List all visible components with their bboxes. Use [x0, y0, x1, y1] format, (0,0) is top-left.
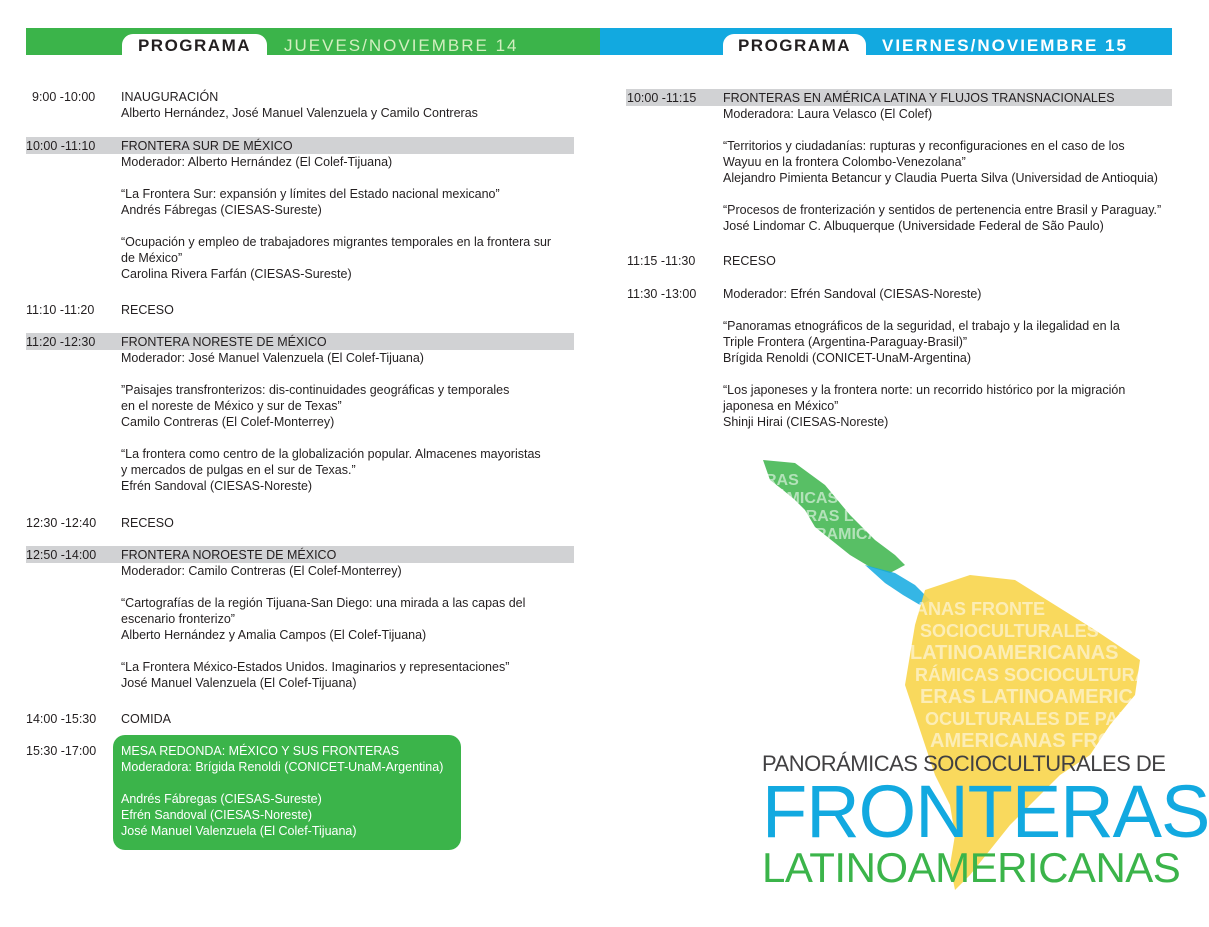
session-fronteras-america-latina — [627, 90, 1175, 234]
paper-title: ”Paisajes transfronterizos: dis-continuidades geográficas y temporales — [121, 383, 510, 397]
paper-title: “La Frontera México-Estados Unidos. Imaginarios y representaciones” — [121, 660, 510, 674]
paper-title: “La frontera como centro de la globalización popular. Almacenes mayoristas — [121, 447, 541, 461]
session-moderator: Moderador: Efrén Sandoval (CIESAS-Noreste) — [723, 287, 982, 301]
session-title: RECESO — [121, 516, 174, 530]
session-moderated-panel — [627, 286, 1175, 430]
session-title: RECESO — [723, 254, 776, 268]
session-receso — [26, 515, 586, 531]
paper-title-cont: Triple Frontera (Argentina-Paraguay-Brasil)” — [723, 335, 968, 349]
session-frontera-noreste — [26, 334, 586, 494]
paper-title-cont: de México” — [121, 251, 183, 265]
svg-text:RAS: RAS — [765, 472, 799, 489]
session-time: 14:00 -15:30 — [26, 712, 97, 726]
svg-text:ERAS L: ERAS L — [795, 508, 854, 525]
paper-title: “Ocupación y empleo de trabajadores migrantes temporales en la frontera sur — [121, 235, 552, 249]
programa-tab-right: PROGRAMA — [723, 34, 866, 57]
paper-title: “Los japoneses y la frontera norte: un recorrido histórico por la migración — [723, 383, 1126, 397]
session-time: 10:00 -11:10 — [26, 139, 96, 153]
session-time: 11:15 -11:30 — [627, 254, 696, 268]
paper-author: Andrés Fábregas (CIESAS-Sureste) — [121, 203, 322, 217]
paper-author: Efrén Sandoval (CIESAS-Noreste) — [121, 479, 313, 493]
paper-title: “Panoramas etnográficos de la seguridad, el trabajo y la ilegalidad en la — [723, 319, 1120, 333]
paper-author: José Lindomar C. Albuquerque (Universidade Federal de São Paulo) — [723, 219, 1104, 233]
logo-line-2: FRONTERAS — [762, 770, 1209, 853]
session-comida — [26, 711, 586, 727]
paper-author: Carolina Rivera Farfán (CIESAS-Sureste) — [121, 267, 352, 281]
paper-title-cont: escenario fronterizo” — [121, 612, 235, 626]
paper-author: José Manuel Valenzuela (El Colef-Tijuana) — [121, 676, 357, 690]
session-title: RECESO — [121, 303, 174, 317]
session-mesa-time — [26, 743, 116, 759]
paper-title-cont: en el noreste de México y sur de Texas” — [121, 399, 342, 413]
session-moderator: Moderadora: Laura Velasco (El Colef) — [723, 107, 933, 121]
session-moderator: Moderadora: Brígida Renoldi (CONICET-UnaM-Argentina) — [121, 760, 444, 774]
logo-line-1: PANORÁMICAS SOCIOCULTURALES DE — [762, 751, 1166, 776]
svg-text:SOCIOCULTURALES: SOCIOCULTURALES — [920, 621, 1099, 641]
session-title: FRONTERA NOROESTE DE MÉXICO — [121, 548, 337, 562]
session-time: 11:30 -13:00 — [627, 287, 697, 301]
day-label-left: JUEVES/NOVIEMBRE 14 — [284, 36, 519, 55]
day-label-right: VIERNES/NOVIEMBRE 15 — [882, 36, 1128, 55]
paper-title: “Cartografías de la región Tijuana-San Diego: una mirada a las capas del — [121, 596, 526, 610]
session-time: 11:20 -12:30 — [26, 335, 96, 349]
session-participants: Alberto Hernández, José Manuel Valenzuela y Camilo Contreras — [121, 106, 478, 120]
paper-author: Shinji Hirai (CIESAS-Noreste) — [723, 415, 889, 429]
programa-tab-left: PROGRAMA — [122, 34, 267, 57]
paper-title: “Procesos de fronterización y sentidos de pertenencia entre Brasil y Paraguay.” — [723, 203, 1162, 217]
session-receso — [627, 253, 1175, 269]
paper-author: Camilo Contreras (El Colef-Monterrey) — [121, 415, 335, 429]
paper-title: “Territorios y ciudadanías: rupturas y reconfiguraciones en el caso de los — [723, 139, 1125, 153]
session-title: INAUGURACIÓN — [121, 90, 219, 104]
header-bar-right — [600, 28, 1172, 55]
session-frontera-sur — [26, 138, 586, 282]
header-bar-left — [26, 28, 600, 55]
session-time: 10:00 -11:15 — [627, 91, 697, 105]
svg-text:RAMICA: RAMICA — [815, 526, 879, 543]
panelist: Efrén Sandoval (CIESAS-Noreste) — [121, 808, 313, 822]
session-title: FRONTERAS EN AMÉRICA LATINA Y FLUJOS TRANSNACIONALES — [723, 91, 1115, 105]
svg-text:ÁMICAS: ÁMICAS — [775, 490, 839, 507]
svg-text:RÁMICAS SOCIOCULTURALES: RÁMICAS SOCIOCULTURALES — [915, 665, 1183, 685]
session-time: 11:10 -11:20 — [26, 303, 95, 317]
session-title: FRONTERA NORESTE DE MÉXICO — [121, 335, 327, 349]
paper-author: Brígida Renoldi (CONICET-UnaM-Argentina) — [723, 351, 972, 365]
session-time: 15:30 -17:00 — [26, 744, 97, 758]
paper-title-cont: Wayuu en la frontera Colombo-Venezolana” — [723, 155, 966, 169]
session-moderator: Moderador: Camilo Contreras (El Colef-Monterrey) — [121, 564, 402, 578]
session-time: 12:30 -12:40 — [26, 516, 97, 530]
svg-text:LATINOAMERICANAS: LATINOAMERICANAS — [910, 642, 1119, 664]
session-title: FRONTERA SUR DE MÉXICO — [121, 139, 293, 153]
svg-text:OCULTURALES DE PANOR: OCULTURALES DE PANOR — [925, 709, 1159, 729]
paper-author: Alejandro Pimienta Betancur y Claudia Puerta Silva (Universidad de Antioquia) — [723, 171, 1158, 185]
svg-text:ERAS LATINOAMERICA: ERAS LATINOAMERICA — [920, 686, 1148, 708]
svg-text:ANAS FRONTE: ANAS FRONTE — [915, 599, 1045, 619]
session-moderator: Moderador: Alberto Hernández (El Colef-Tijuana) — [121, 155, 393, 169]
mesa-redonda-box — [113, 735, 461, 850]
session-frontera-noroeste — [26, 547, 586, 691]
logo-line-3: LATINOAMERICANAS — [762, 844, 1181, 891]
session-receso — [26, 302, 586, 318]
paper-title-cont: y mercados de pulgas en el sur de Texas.” — [121, 463, 356, 477]
session-inauguracion — [32, 89, 592, 121]
panelist: Andrés Fábregas (CIESAS-Sureste) — [121, 792, 322, 806]
session-title: MESA REDONDA: MÉXICO Y SUS FRONTERAS — [121, 744, 400, 758]
paper-title: “La Frontera Sur: expansión y límites del Estado nacional mexicano” — [121, 187, 500, 201]
panelist: José Manuel Valenzuela (El Colef-Tijuana) — [121, 824, 357, 838]
session-moderator: Moderador: José Manuel Valenzuela (El Colef-Tijuana) — [121, 351, 424, 365]
event-logo — [762, 751, 1209, 891]
paper-author: Alberto Hernández y Amalia Campos (El Colef-Tijuana) — [121, 628, 427, 642]
session-time: 9:00 -10:00 — [32, 90, 96, 104]
paper-title-cont: japonesa en México” — [723, 399, 839, 413]
session-time: 12:50 -14:00 — [26, 548, 97, 562]
svg-text:AMERICANAS FRONT: AMERICANAS FRONT — [930, 730, 1140, 752]
session-title: COMIDA — [121, 712, 171, 726]
